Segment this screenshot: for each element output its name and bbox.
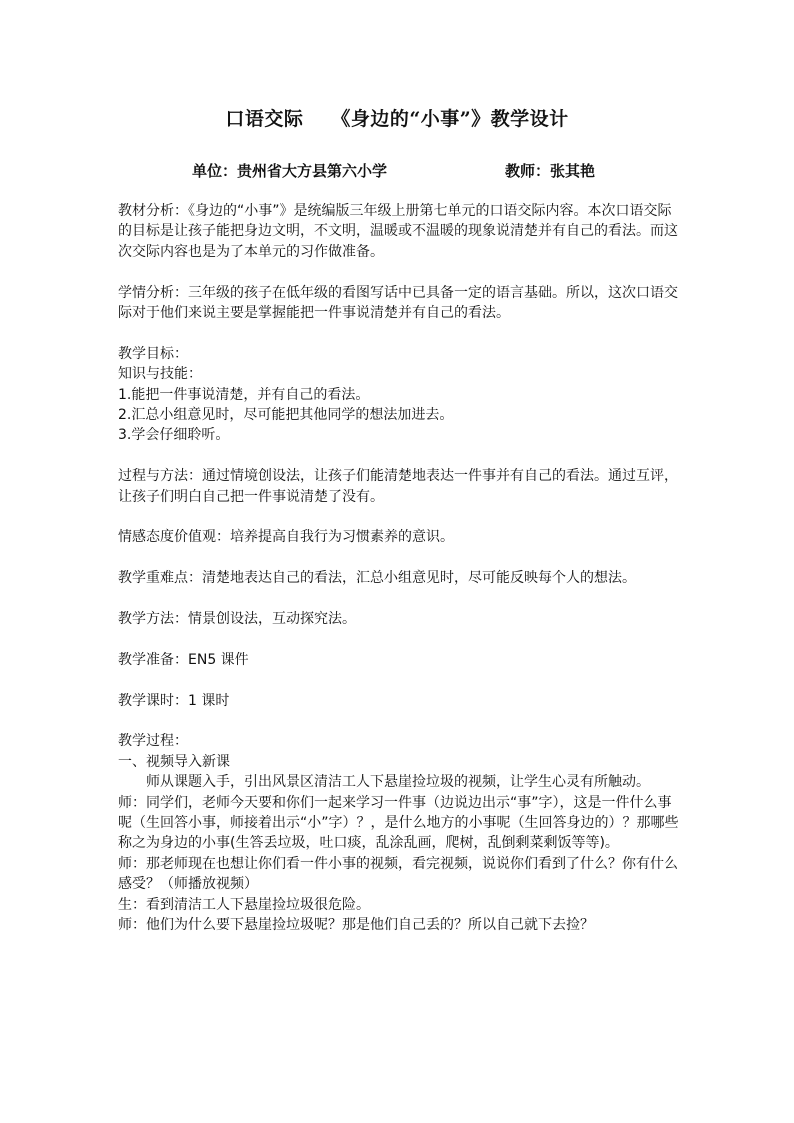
spacer: [118, 548, 683, 568]
spacer: [118, 262, 683, 282]
step1-text: 师从课题入手，引出风景区清洁工人下悬崖捡垃圾的视频，让学生心灵有所触动。: [146, 774, 650, 791]
dialog-line: 师：他们为什么要下悬崖捡垃圾呢？那是他们自己丢的？所以自己就下去捡？: [118, 917, 594, 934]
title-part-1: 口语交际: [225, 108, 304, 130]
dialog-line: 师：那老师现在也想让你们看一件小事的视频，看完视频，说说你们看到了什么？你有什么感受？（师播放视频）: [118, 855, 678, 893]
teacher-label: 教师：张其艳: [505, 162, 596, 180]
spacer: [118, 446, 683, 466]
emotion-goal: 情感态度价值观：培养提高自我行为习惯素养的意识。: [118, 529, 454, 546]
learning-analysis: 学情分析：三年级的孩子在低年级的看图写话中已具备一定的语言基础。所以，这次口语交际对于他们来说主要是掌握能把一件事说清楚并有自己的看法。: [118, 284, 678, 322]
goal-item-1: 1.能把一件事说清楚，并有自己的看法。: [118, 386, 370, 403]
teaching-methods: 教学方法：情景创设法，互动探究法。: [118, 611, 356, 628]
material-analysis: 教材分析：《身边的“小事”》是统编版三年级上册第七单元的口语交际内容。本次口语交际的目标是让孩子能把身边文明，不文明，温暖或不温暖的现象说清楚并有自己的看法。而这次交际内容也是为了本单元的习作做准备。: [118, 203, 678, 260]
spacer: [118, 507, 683, 527]
spacer: [118, 629, 683, 649]
teaching-preparation: 教学准备：EN5 课件: [118, 651, 249, 668]
spacer: [118, 711, 683, 731]
key-points: 教学重难点：清楚地表达自己的看法，汇总小组意见时，尽可能反映每个人的想法。: [118, 570, 636, 587]
process-method: 过程与方法：通过情境创设法，让孩子们能清楚地表达一件事并有自己的看法。通过互评，让孩子们明白自己把一件事说清楚了没有。: [118, 468, 678, 505]
process-heading: 教学过程：: [118, 733, 188, 750]
dialog-line: 师：同学们，老师今天要和你们一起来学习一件事（边说边出示“事”字），这是一件什么事呢（生回答小事，师接着出示“小”字）？，是什么地方的小事呢（生回答身边的）？那哪些称之为身边的小事(生答丢垃圾，吐口痰，乱涂乱画，爬树，乱倒剩菜剩饭等等)。: [118, 794, 679, 852]
step1-heading: 一、视频导入新课: [118, 753, 230, 770]
spacer: [118, 589, 683, 609]
spacer: [118, 670, 683, 690]
goal-item-2: 2.汇总小组意见时，尽可能把其他同学的想法加进去。: [118, 407, 454, 424]
goal-item-3: 3.学会仔细聆听。: [118, 427, 230, 444]
document-title: [0, 104, 794, 131]
spacer: [118, 323, 683, 343]
goals-heading: 教学目标：: [118, 345, 188, 362]
teaching-hours: 教学课时：1 课时: [118, 692, 230, 709]
dialog-line: 生：看到清洁工人下悬崖捡垃圾很危险。: [118, 896, 370, 913]
knowledge-heading: 知识与技能：: [118, 366, 202, 383]
document-body: [118, 201, 683, 935]
title-part-2: 《身边的“小事”》教学设计: [331, 108, 569, 130]
unit-label: 单位：贵州省大方县第六小学: [192, 162, 388, 180]
